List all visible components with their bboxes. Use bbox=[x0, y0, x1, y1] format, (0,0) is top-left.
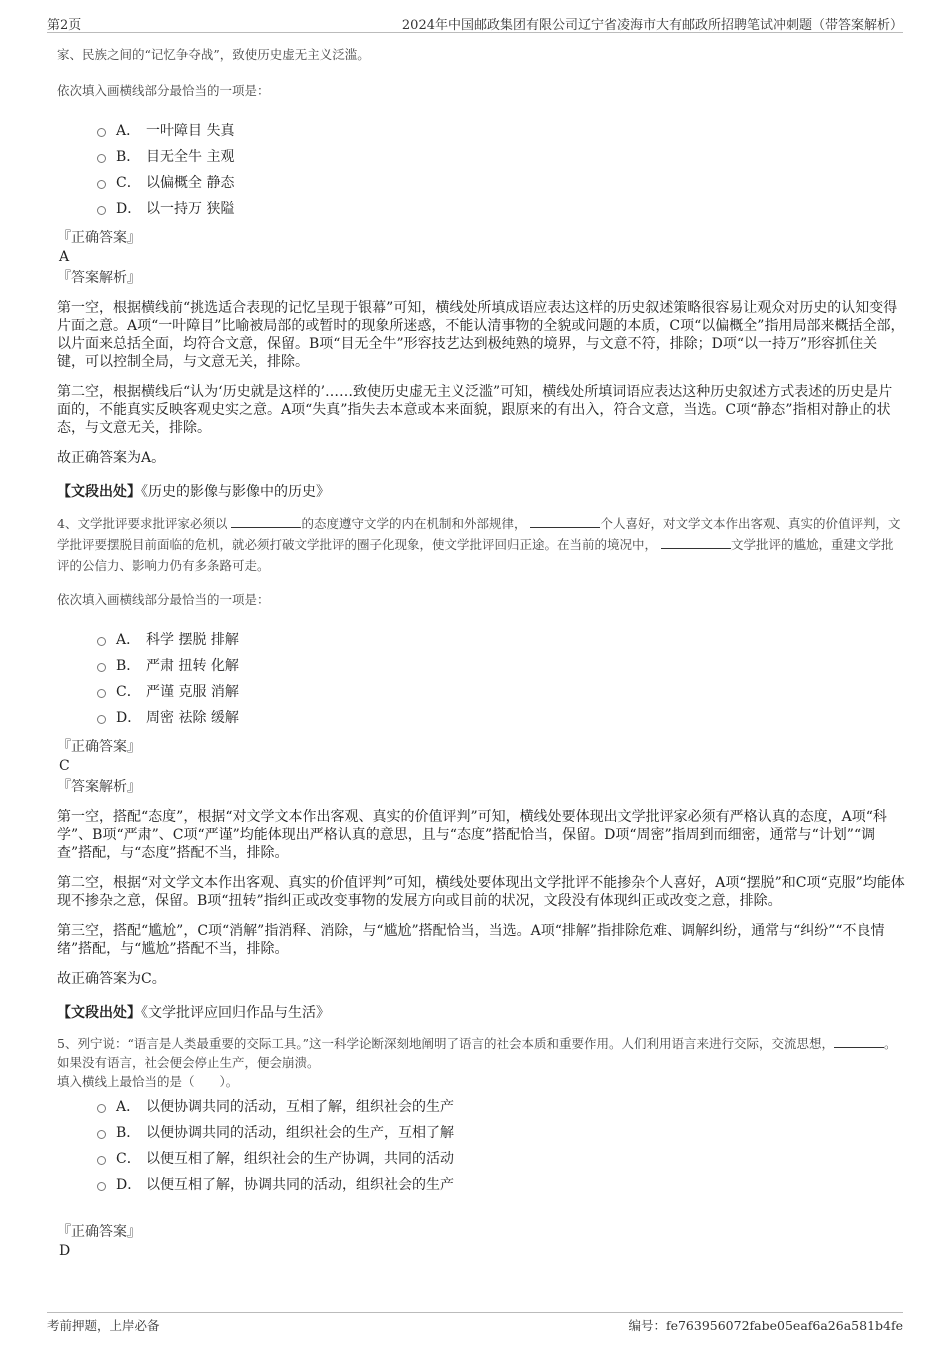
radio-icon[interactable] bbox=[97, 1156, 106, 1165]
q3-answer-label: 『正确答案』 bbox=[57, 230, 141, 246]
q4-stem-part: 文学批评的尴尬，重建文学批评的公信力、影响力仍有多条路可走。 bbox=[57, 537, 894, 573]
option-text: 目无全牛 主观 bbox=[146, 149, 235, 165]
q5-option-b[interactable] bbox=[97, 1119, 905, 1145]
main-content bbox=[57, 44, 905, 1259]
radio-icon[interactable] bbox=[97, 154, 106, 163]
q3-option-d[interactable] bbox=[97, 195, 905, 221]
q3-answer: A bbox=[59, 249, 70, 265]
radio-icon[interactable] bbox=[97, 180, 106, 189]
option-key: B． bbox=[116, 658, 141, 674]
page-header bbox=[47, 12, 903, 33]
fill-blank bbox=[231, 515, 301, 528]
option-text: 严谨 克服 消解 bbox=[146, 684, 239, 700]
q5-answer: D bbox=[59, 1243, 71, 1259]
radio-icon[interactable] bbox=[97, 1104, 106, 1113]
q5-option-a[interactable] bbox=[97, 1093, 905, 1119]
option-key: B． bbox=[116, 1125, 141, 1141]
q4-option-b[interactable] bbox=[97, 652, 905, 678]
document-title: 2024年中国邮政集团有限公司辽宁省凌海市大有邮政所招聘笔试冲刺题（带答案解析） bbox=[401, 18, 903, 33]
option-key: B． bbox=[116, 149, 141, 165]
q5-stem-part: 5、列宁说：“语言是人类最重要的交际工具。”这一科学论断深刻地阐明了语言的社会本质和重要作用。人们利用语言来进行交际，交流思想， bbox=[57, 1036, 834, 1051]
q3-analysis-label: 『答案解析』 bbox=[57, 270, 141, 286]
q4-answer-label: 『正确答案』 bbox=[57, 739, 141, 755]
footer-slogan: 考前押题，上岸必备 bbox=[47, 1318, 160, 1333]
source-label: 【文段出处】 bbox=[57, 484, 141, 500]
option-text: 科学 摆脱 排解 bbox=[146, 632, 239, 648]
q4-option-a[interactable] bbox=[97, 626, 905, 652]
option-key: D． bbox=[116, 1177, 142, 1193]
q4-prompt: 依次填入画横线部分最恰当的一项是： bbox=[57, 592, 270, 607]
q4-stem-part: 4、文学批评要求批评家必须以 bbox=[57, 516, 228, 531]
q3-options bbox=[97, 117, 905, 221]
q4-analysis-p4: 故正确答案为C。 bbox=[57, 971, 166, 987]
q3-analysis-p3: 故正确答案为A。 bbox=[57, 450, 166, 466]
q4-analysis-p3: 第三空，搭配“尴尬”，C项“消解”指消释、消除，与“尴尬”搭配恰当，当选。A项“排解”指排除危难、调解纠纷，通常与“纠纷”“不良情绪”搭配，与“尴尬”搭配不当，排除。 bbox=[57, 923, 885, 957]
q3-option-b[interactable] bbox=[97, 143, 905, 169]
document-id: 编号：fe763956072fabe05eaf6a26a581b4fe bbox=[628, 1318, 903, 1333]
q4-answer: C bbox=[59, 758, 70, 774]
q5-option-c[interactable] bbox=[97, 1145, 905, 1171]
source-title: 《文学批评应回归作品与生活》 bbox=[141, 1005, 330, 1021]
option-key: A． bbox=[116, 632, 141, 648]
radio-icon[interactable] bbox=[97, 1130, 106, 1139]
q3-option-a[interactable] bbox=[97, 117, 905, 143]
option-key: C． bbox=[116, 1151, 141, 1167]
q4-stem-part: 个人喜好，对文学文本作出客观、真实的价值评判，文学批评要摆脱目前面临的危机，就必须打破文学批评的圈子化现象，使文学批评回归正途。在当前的境况中， bbox=[57, 516, 901, 552]
radio-icon[interactable] bbox=[97, 715, 106, 724]
radio-icon[interactable] bbox=[97, 206, 106, 215]
option-key: C． bbox=[116, 684, 141, 700]
q3-stem-tail: 家、民族之间的“记忆争夺战”，致使历史虚无主义泛滥。 bbox=[57, 47, 370, 62]
q4-analysis-label: 『答案解析』 bbox=[57, 779, 141, 795]
q3-prompt: 依次填入画横线部分最恰当的一项是： bbox=[57, 83, 270, 98]
option-key: D． bbox=[116, 201, 142, 217]
q5-options bbox=[97, 1093, 905, 1197]
radio-icon[interactable] bbox=[97, 1182, 106, 1191]
page-footer bbox=[47, 1312, 903, 1333]
q3-option-c[interactable] bbox=[97, 169, 905, 195]
page-number: 第2页 bbox=[47, 18, 82, 33]
q5-prompt: 填入横线上最恰当的是（ ）。 bbox=[57, 1074, 239, 1089]
option-key: D． bbox=[116, 710, 142, 726]
fill-blank bbox=[661, 536, 731, 549]
option-text: 严肃 扭转 化解 bbox=[146, 658, 239, 674]
source-label: 【文段出处】 bbox=[57, 1005, 141, 1021]
radio-icon[interactable] bbox=[97, 663, 106, 672]
option-text: 以便协调共同的活动，互相了解，组织社会的生产 bbox=[146, 1099, 454, 1115]
radio-icon[interactable] bbox=[97, 689, 106, 698]
option-key: C． bbox=[116, 175, 141, 191]
q4-option-d[interactable] bbox=[97, 704, 905, 730]
q4-option-c[interactable] bbox=[97, 678, 905, 704]
option-text: 以便协调共同的活动，组织社会的生产，互相了解 bbox=[146, 1125, 454, 1141]
option-text: 一叶障目 失真 bbox=[146, 123, 235, 139]
q4-analysis-p2: 第二空，根据“对文学文本作出客观、真实的价值评判”可知，横线处要体现出文学批评不能掺杂个人喜好，A项“摆脱”和C项“克服”均能体现不掺杂之意，保留。B项“扭转”指纠正或改变事物的发展方向或目前的状况，文段没有体现纠正或改变之意，排除。 bbox=[57, 875, 905, 909]
q4-options bbox=[97, 626, 905, 730]
q3-analysis-p2: 第二空，根据横线后“认为‘历史就是这样的’……致使历史虚无主义泛滥”可知，横线处所填词语应表达这种历史叙述方式表述的历史是片面的，不能真实反映客观史实之意。A项“失真”指失去本意或本来面貌，跟原来的有出入，符合文意，当选。C项“静态”指相对静止的状态，与文意无关，排除。 bbox=[57, 384, 893, 436]
q4-stem-part: 的态度遵守文学的内在机制和外部规律， bbox=[301, 516, 527, 531]
option-key: A． bbox=[116, 1099, 141, 1115]
option-text: 以一持万 狭隘 bbox=[146, 201, 235, 217]
q4-source bbox=[57, 1002, 905, 1022]
q5-stem bbox=[57, 1034, 905, 1072]
q5-stem-part: 。如果没有语言，社会便会停止生产，便会崩溃。 bbox=[57, 1036, 897, 1070]
q4-stem bbox=[57, 513, 905, 576]
option-text: 以便互相了解，组织社会的生产协调，共同的活动 bbox=[146, 1151, 454, 1167]
q5-option-d[interactable] bbox=[97, 1171, 905, 1197]
option-text: 以便互相了解，协调共同的活动，组织社会的生产 bbox=[146, 1177, 454, 1193]
option-text: 以偏概全 静态 bbox=[146, 175, 235, 191]
source-title: 《历史的影像与影像中的历史》 bbox=[141, 484, 330, 500]
q5-answer-label: 『正确答案』 bbox=[57, 1224, 141, 1240]
radio-icon[interactable] bbox=[97, 128, 106, 137]
q4-analysis-p1: 第一空，搭配“态度”，根据“对文学文本作出客观、真实的价值评判”可知，横线处要体现出文学批评家必须有严格认真的态度，A项“科学”、B项“严肃”、C项“严谨”均能体现出严格认真的意思，且与“态度”搭配恰当，保留。D项“周密”指周到而细密，通常与“计划”“调查”搭配，与“态度”搭配不当，排除。 bbox=[57, 809, 887, 861]
radio-icon[interactable] bbox=[97, 637, 106, 646]
option-key: A． bbox=[116, 123, 141, 139]
fill-blank bbox=[530, 515, 600, 528]
fill-blank bbox=[834, 1035, 884, 1048]
q3-source bbox=[57, 481, 905, 501]
option-text: 周密 祛除 缓解 bbox=[146, 710, 239, 726]
q3-analysis-p1: 第一空，根据横线前“挑选适合表现的记忆呈现于银幕”可知，横线处所填成语应表达这样的历史叙述策略很容易让观众对历史的认知变得片面之意。A项“一叶障目”比喻被局部的或暂时的现象所迷惑，不能认清事物的全貌或问题的本质，C项“以偏概全”指用局部来概括全部，以片面来总括全面，均符合文意，保留。B项“目无全牛”形容技艺达到极纯熟的境界，与文意不符，排除；D项“以一持万”形容抓住关键，可以控制全局，与文意无关，排除。 bbox=[57, 300, 905, 370]
